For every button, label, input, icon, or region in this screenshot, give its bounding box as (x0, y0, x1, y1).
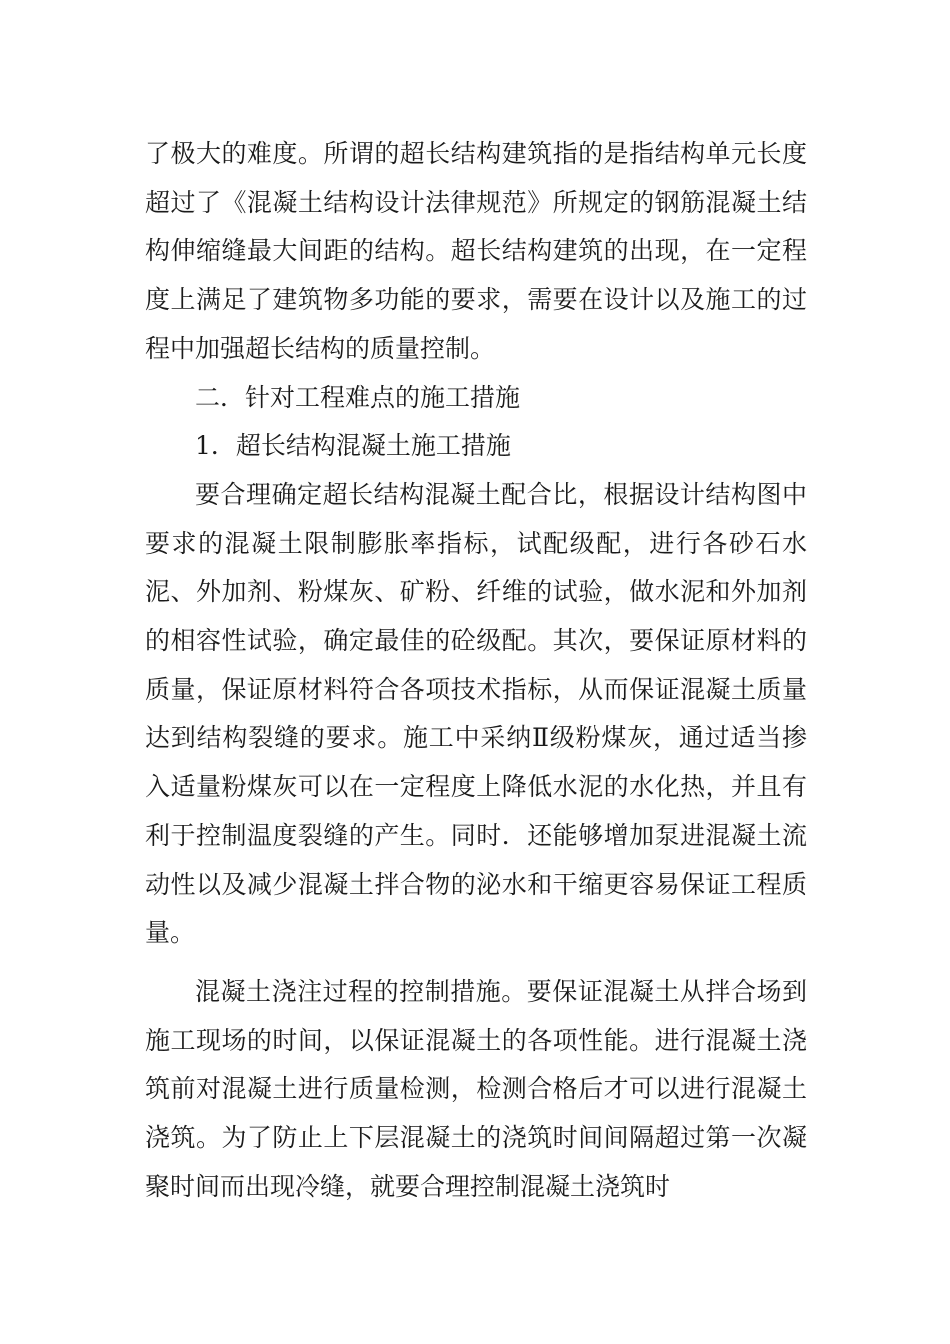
paragraph-mix-ratio: 要合理确定超长结构混凝土配合比，根据设计结构图中要求的混凝土限制膨胀率指标，试配级配，进行各砂石水泥、外加剂、粉煤灰、矿粉、纤维的试验，做水泥和外加剂的相容性试验，确定最佳的砼级配。其次，要保证原材料的质量，保证原材料符合各项技术指标，从而保证混凝土质量达到结构裂缝的要求。施工中采纳Ⅱ级粉煤灰，通过适当掺入适量粉煤灰可以在一定程度上降低水泥的水化热，并且有利于控制温度裂缝的产生。同时．还能够增加泵进混凝土流动性以及减少混凝土拌合物的泌水和干缩更容易保证工程质量。 (145, 479, 807, 948)
subsection-heading: 1．超长结构混凝土施工措施 (195, 431, 511, 461)
body-text (145, 130, 807, 1211)
section-heading: 二．针对工程难点的施工措施 (195, 382, 521, 412)
paragraph-continuation: 了极大的难度。所谓的超长结构建筑指的是指结构单元长度超过了《混凝土结构设计法律规范》所规定的钢筋混凝土结构伸缩缝最大间距的结构。超长结构建筑的出现，在一定程度上满足了建筑物多功能的要求，需要在设计以及施工的过程中加强超长结构的质量控制。 (145, 139, 807, 363)
paragraph-pouring-control: 混凝土浇注过程的控制措施。要保证混凝土从拌合场到施工现场的时间，以保证混凝土的各项性能。进行混凝土浇筑前对混凝土进行质量检测，检测合格后才可以进行混凝土浇筑。为了防止上下层混凝土的浇筑时间间隔超过第一次凝聚时间而出现冷缝，就要合理控制混凝土浇筑时 (145, 976, 807, 1201)
